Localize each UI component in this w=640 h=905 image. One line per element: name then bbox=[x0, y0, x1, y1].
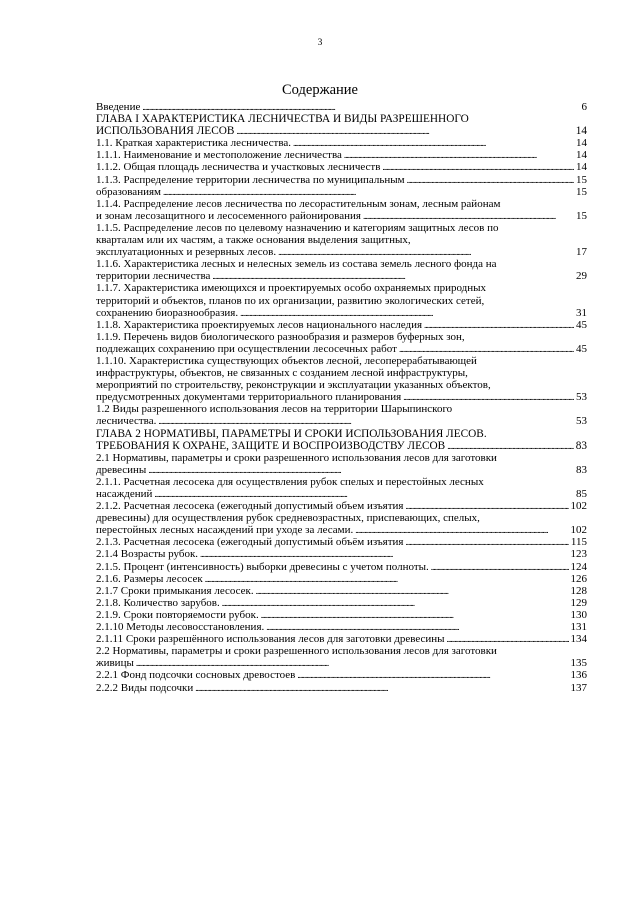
toc-entry-line: 1.1.9. Перечень видов биологического разнообразия и размеров буферных зон, bbox=[96, 330, 465, 343]
toc-entry-title: перестойных лесных насаждений при уходе за лесами. bbox=[96, 524, 354, 537]
dot-leader bbox=[266, 621, 568, 633]
dot-leader bbox=[256, 585, 569, 597]
dot-leader bbox=[205, 573, 569, 585]
toc-entry[interactable] bbox=[96, 403, 587, 427]
toc-entry[interactable] bbox=[96, 536, 587, 548]
toc-page-number: 131 bbox=[570, 621, 587, 634]
toc-page-number: 14 bbox=[576, 149, 587, 162]
toc-page-number: 137 bbox=[570, 681, 587, 694]
toc-entry[interactable] bbox=[96, 476, 587, 500]
dot-leader bbox=[212, 270, 574, 282]
toc-entry-title: и зонам лесозащитного и лесосеменного районирования bbox=[96, 209, 361, 222]
toc-page-number: 15 bbox=[576, 185, 587, 198]
toc-page-number: 135 bbox=[570, 657, 587, 670]
toc-entry-line: 1.1.5. Распределение лесов по целевому назначению и категориям защитных лесов по bbox=[96, 221, 499, 234]
dot-leader bbox=[403, 391, 574, 403]
toc-entry-title: насаждений bbox=[96, 488, 153, 500]
toc-page-number: 85 bbox=[576, 488, 587, 500]
dot-leader bbox=[142, 101, 579, 113]
toc-entry-title: ИСПОЛЬЗОВАНИЯ ЛЕСОВ bbox=[96, 125, 235, 138]
toc-entry-title: 1.1.1. Наименование и местоположение лесничества bbox=[96, 149, 342, 162]
toc-page-number: 130 bbox=[570, 608, 587, 621]
toc-page-number: 14 bbox=[576, 161, 587, 174]
toc-entry-line: 2.1.1. Расчетная лесосека для осуществления рубок спелых и перестойных лесных bbox=[96, 475, 484, 488]
toc-entry-title: подлежащих сохранению при осуществлении лесосечных работ bbox=[96, 342, 397, 355]
toc-page-number: 6 bbox=[581, 101, 587, 113]
toc-page-number: 14 bbox=[576, 137, 587, 150]
toc-entry-line: древесины) для осуществления рубок средневозрастных, приспевающих, спелых, bbox=[96, 512, 480, 525]
dot-leader bbox=[382, 161, 574, 173]
toc-entry[interactable] bbox=[96, 319, 587, 331]
toc-entry-title: 2.2.2 Виды подсочки bbox=[96, 681, 194, 694]
toc-page-number: 102 bbox=[570, 524, 587, 537]
toc-entry-title: 2.1.5. Процент (интенсивность) выборки древесины с учетом полноты. bbox=[96, 560, 429, 573]
toc-entry-title: 2.1.2. Расчетная лесосека (ежегодный допустимый объем изъятия bbox=[96, 500, 404, 513]
toc-page-number: 126 bbox=[570, 572, 587, 585]
toc-entry[interactable] bbox=[96, 682, 587, 694]
toc-entry-line: 1.1.6. Характеристика лесных и нелесных земель из состава земель лесного фонда на bbox=[96, 258, 497, 271]
toc-entry[interactable] bbox=[96, 548, 587, 560]
dot-leader bbox=[148, 464, 574, 476]
toc-entry-line: ГЛАВА I ХАРАКТЕРИСТИКА ЛЕСНИЧЕСТВА И ВИДЫ РАЗРЕШЕННОГО bbox=[96, 113, 469, 126]
toc-entry-title: 2.1.10 Методы лесовосстановления. bbox=[96, 621, 265, 634]
dot-leader bbox=[447, 440, 573, 452]
toc-entry-title: 2.1.6. Размеры лесосек bbox=[96, 572, 203, 585]
toc-page-number: 134 bbox=[570, 633, 587, 646]
toc-entry[interactable] bbox=[96, 609, 587, 621]
dot-leader bbox=[200, 548, 568, 560]
dot-leader bbox=[236, 125, 573, 137]
dot-leader bbox=[405, 500, 568, 512]
toc-entry-title: территории лесничества bbox=[96, 270, 211, 283]
dot-leader bbox=[399, 343, 574, 355]
toc-entry[interactable] bbox=[96, 512, 587, 536]
toc-entry[interactable] bbox=[96, 428, 587, 452]
table-of-contents bbox=[96, 101, 587, 694]
toc-entry-title: 1.1. Краткая характеристика лесничества. bbox=[96, 137, 292, 150]
toc-entry-title: 2.2.1 Фонд подсочки сосновых древостоев bbox=[96, 669, 296, 682]
toc-entry-line: кварталам или их частям, а также основания выделения защитных, bbox=[96, 234, 411, 247]
toc-entry-line: 2.1 Нормативы, параметры и сроки разрешенного использования лесов для заготовки bbox=[96, 451, 497, 464]
dot-leader bbox=[163, 186, 574, 198]
toc-entry-title: 2.1.3. Расчетная лесосека (ежегодный допустимый объём изъятия bbox=[96, 536, 404, 549]
toc-entry-title: 2.1.4 Возрасты рубок. bbox=[96, 548, 199, 561]
toc-entry-line: мероприятий по строительству, реконструкции и эксплуатации указанных объектов, bbox=[96, 379, 491, 392]
toc-page-number: 17 bbox=[576, 246, 587, 259]
toc-entry[interactable] bbox=[96, 161, 587, 173]
dot-leader bbox=[431, 561, 569, 573]
toc-entry[interactable] bbox=[96, 452, 587, 476]
toc-entry-line: 1.1.7. Характеристика имеющихся и проектируемых особо охраняемых природных bbox=[96, 282, 487, 295]
toc-page-number: 53 bbox=[576, 415, 587, 428]
toc-entry-title: 2.1.7 Сроки примыкания лесосек. bbox=[96, 584, 254, 597]
toc-page-number: 102 bbox=[570, 500, 587, 513]
dot-leader bbox=[154, 488, 574, 500]
toc-entry[interactable] bbox=[96, 113, 587, 137]
toc-entry-title: 1.1.8. Характеристика проектируемых лесов национального наследия bbox=[96, 318, 423, 331]
toc-entry-title: лесничества. bbox=[96, 415, 157, 428]
dot-leader bbox=[407, 174, 574, 186]
toc-page-number: 128 bbox=[570, 584, 587, 597]
toc-entry-title: 2.1.9. Сроки повторяемости рубок. bbox=[96, 608, 259, 621]
dot-leader bbox=[278, 246, 574, 258]
dot-leader bbox=[222, 597, 569, 609]
toc-entry[interactable] bbox=[96, 633, 587, 645]
toc-entry-title: Введение bbox=[96, 101, 141, 113]
dot-leader bbox=[158, 415, 574, 427]
toc-page-number: 15 bbox=[576, 173, 587, 186]
toc-entry[interactable] bbox=[96, 222, 587, 258]
toc-entry-title: 2.1.8. Количество зарубов. bbox=[96, 596, 220, 609]
toc-entry-line: 1.1.10. Характеристика существующих объектов лесной, лесоперерабатывающей bbox=[96, 354, 477, 367]
toc-entry[interactable] bbox=[96, 585, 587, 597]
dot-leader bbox=[261, 609, 569, 621]
dot-leader bbox=[424, 319, 574, 331]
toc-page-number: 136 bbox=[570, 669, 587, 682]
toc-entry-line: 2.2 Нормативы, параметры и сроки разрешенного использования лесов для заготовки bbox=[96, 645, 497, 658]
toc-page-number: 124 bbox=[570, 560, 587, 573]
dot-leader bbox=[297, 669, 568, 681]
toc-page-number: 83 bbox=[575, 439, 587, 452]
dot-leader bbox=[355, 524, 568, 536]
toc-entry-title: 1.1.3. Распределение территории лесничества по муниципальным bbox=[96, 173, 405, 186]
toc-entry-line: территорий и объектов, планов по их организации, развитию экологических сетей, bbox=[96, 294, 485, 307]
toc-entry-title: ТРЕБОВАНИЯ К ОХРАНЕ, ЗАЩИТЕ И ВОСПРОИЗВОДСТВУ ЛЕСОВ bbox=[96, 439, 446, 452]
toc-entry-title: сохранению биоразнообразия. bbox=[96, 306, 239, 319]
toc-page-number: 15 bbox=[576, 209, 587, 222]
toc-page-number: 45 bbox=[576, 342, 587, 355]
dot-leader bbox=[363, 210, 574, 222]
toc-entry-title: 1.1.2. Общая площадь лесничества и участковых лесничеств bbox=[96, 161, 381, 174]
toc-page-number: 29 bbox=[576, 270, 587, 283]
toc-entry-line: ГЛАВА 2 НОРМАТИВЫ, ПАРАМЕТРЫ И СРОКИ ИСПОЛЬЗОВАНИЯ ЛЕСОВ. bbox=[96, 427, 487, 440]
dot-leader bbox=[447, 633, 569, 645]
toc-entry[interactable] bbox=[96, 561, 587, 573]
toc-entry[interactable] bbox=[96, 573, 587, 585]
toc-page-number: 115 bbox=[570, 536, 587, 549]
toc-entry-title: образованиям bbox=[96, 185, 161, 198]
toc-entry[interactable] bbox=[96, 331, 587, 355]
toc-page-number: 53 bbox=[576, 391, 587, 404]
toc-entry-title: живицы bbox=[96, 657, 134, 670]
toc-entry-title: древесины bbox=[96, 463, 147, 476]
toc-page-number: 45 bbox=[576, 318, 587, 331]
dot-leader bbox=[293, 137, 574, 149]
toc-page-number: 83 bbox=[576, 463, 587, 476]
toc-entry[interactable] bbox=[96, 355, 587, 403]
dot-leader bbox=[195, 682, 568, 694]
toc-page-number: 123 bbox=[570, 548, 587, 561]
toc-entry[interactable] bbox=[96, 597, 587, 609]
toc-entry[interactable] bbox=[96, 198, 587, 222]
toc-entry[interactable] bbox=[96, 621, 587, 633]
toc-entry[interactable] bbox=[96, 258, 587, 282]
toc-page-number: 31 bbox=[576, 306, 587, 319]
toc-entry[interactable] bbox=[96, 282, 587, 318]
toc-entry[interactable] bbox=[96, 186, 587, 198]
toc-entry[interactable] bbox=[96, 137, 587, 149]
toc-entry[interactable] bbox=[96, 149, 587, 161]
toc-entry-title: предусмотренных документами территориального планирования bbox=[96, 391, 402, 404]
toc-page-number: 14 bbox=[575, 125, 587, 138]
toc-entry[interactable] bbox=[96, 669, 587, 681]
dot-leader bbox=[405, 536, 568, 548]
toc-page-number: 129 bbox=[570, 596, 587, 609]
toc-entry[interactable] bbox=[96, 174, 587, 186]
dot-leader bbox=[240, 307, 574, 319]
toc-entry[interactable] bbox=[96, 645, 587, 669]
dot-leader bbox=[136, 657, 569, 669]
toc-entry-line: 1.1.4. Распределение лесов лесничества по лесорастительным зонам, лесным районам bbox=[96, 197, 501, 210]
toc-entry-title: эксплуатационных и резервных лесов. bbox=[96, 246, 277, 259]
toc-entry-line: 1.2 Виды разрешенного использования лесов на территории Шарыпинского bbox=[96, 403, 453, 416]
dot-leader bbox=[344, 149, 574, 161]
page-number: 3 bbox=[317, 38, 323, 48]
toc-entry[interactable] bbox=[96, 101, 587, 113]
toc-entry-title: 2.1.11 Сроки разрешённого использования лесов для заготовки древесины bbox=[96, 633, 445, 646]
toc-title: Содержание bbox=[282, 82, 358, 98]
toc-entry[interactable] bbox=[96, 500, 587, 512]
toc-entry-line: инфраструктуры, объектов, не связанных с созданием лесной инфраструктуры, bbox=[96, 367, 468, 380]
